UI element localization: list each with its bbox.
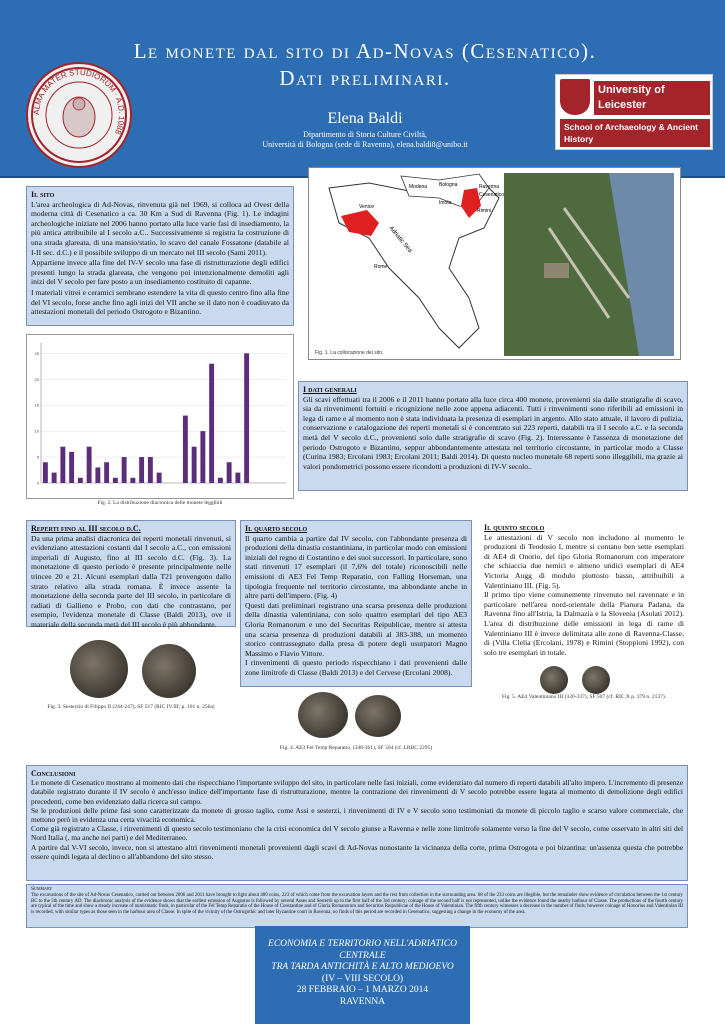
chart-bar bbox=[69, 452, 74, 483]
chart-bar bbox=[139, 457, 144, 483]
map-label-venice: Venice bbox=[359, 204, 375, 210]
footer-line-5: 28 FEBBRAIO – 1 MARZO 2014 bbox=[296, 985, 429, 996]
conclusioni-paragraph-1: Le monete di Cesenatico mostrano al momento dati che rispecchiano l'importante sviluppo del sito, in particolare nelle fasi iniziali, come evidenziato dal numero di reperti databili all'alto impero. L'incremento di presenze databile registrato durante il IV secolo è anch'esso indice dell'importante fase di ristrutturazione, mentre la contrazione dei rinvenimenti di V secolo potrebbe essere legata al momento di demolizione degli edifici precedenti, come ben evidenziato dalla ricerca sul campo. bbox=[31, 778, 683, 806]
map-label-rome: Rome bbox=[374, 264, 388, 270]
map-label-modena: Modena bbox=[409, 184, 428, 190]
dati-heading: I dati generali bbox=[303, 385, 357, 394]
chart-bar bbox=[227, 462, 232, 483]
chart-bar bbox=[78, 478, 83, 483]
fig3-caption: Fig. 3. Sesterzio di Filippo II (244-247), SF 517 (RIC IV.III, p. 101 n. 256a) bbox=[47, 704, 215, 710]
italy-map-svg bbox=[309, 168, 680, 359]
chart-bar bbox=[244, 353, 249, 483]
sito-heading: Il sito bbox=[31, 190, 55, 199]
author-name: Elena Baldi bbox=[327, 110, 403, 127]
chart-bar bbox=[235, 473, 240, 483]
shield-icon bbox=[560, 79, 590, 115]
department: Dipartimento di Storia Culture Civiltà, bbox=[303, 130, 427, 139]
quinto-text-1: Le attestazioni di V secolo non includono al momento le produzioni di Teodosio I, mentre si contano ben sette esemplari di AE4 di Onorio, del tipo Gloria Romanorum con imperatore che schiaccia due nemici e almeno undici esemplari di AE4 Victoria Augg di modulo piuttosto basso, attribuibili a Valentiniano III. (Fig. 5). bbox=[484, 532, 684, 590]
section-quinto-secolo bbox=[480, 520, 688, 660]
quinto-text-2: Il primo tipo viene comunemente rinvenuto nel ravennate e in particolare nell'area nord-orientale della Pianura Padana, da Ravenna fino all'Istria, la Dalmazia e la Slovenia (Asolati 2012). L'area di distribuzione delle emissioni in lega di rame di Valentiniano III è invece delimitata alle zone di Ravenna-Classe, di (Villa Clelia (Ercolani, 1978) e Rimini (Stoppioni 1992), con solo tre esemplari in totale. bbox=[484, 590, 684, 657]
chart-bar bbox=[209, 364, 214, 483]
conclusioni-paragraph-3: Come già registrato a Classe, i rinvenimenti di questo secolo testimoniano che la crisi economica del V secolo giunse a Ravenna e nelle zone limitrofe solamente verso la fine del V secolo, come osservato in altri siti del Nord Italia (, ma anche nei parti) e del Mediterraneo. bbox=[31, 824, 683, 843]
school-name: School of Archaeology & Ancient History bbox=[560, 119, 710, 147]
university-name: University of Leicester bbox=[594, 81, 710, 115]
section-dati-generali bbox=[298, 381, 688, 491]
map-label-cesenatico: Cesenatico bbox=[479, 192, 505, 198]
chart-bar bbox=[157, 473, 162, 483]
chart-bar bbox=[148, 457, 153, 483]
conclusioni-heading: Conclusioni bbox=[31, 769, 76, 778]
map-label-ravenna: Ravenna bbox=[479, 184, 500, 190]
coin-distribution-chart bbox=[27, 335, 293, 498]
conclusioni-paragraph-2: Se le produzioni delle prime fasi sono caratterizzate da monete di grosso taglio, come Assi e sesterzi, i rinvenimenti di IV e V secolo sono testimoniati da monete di piccolo taglio e scarso valore commerciale, che mettono però in evidenza una certa vivacità economica. bbox=[31, 805, 683, 825]
map-label-imola: Imola bbox=[439, 200, 452, 206]
section-il-sito bbox=[26, 186, 294, 326]
section-conclusioni bbox=[26, 765, 688, 881]
section-summary bbox=[26, 884, 688, 928]
quinto-heading: Il quinto secolo bbox=[484, 523, 545, 532]
dati-text: Gli scavi effettuati tra il 2006 e il 2011 hanno portato alla luce circa 400 monete, provenienti sia dalle stratigrafie di scavo, sia da rinvenimenti fortuiti e ricognizione nelle zone appena adiacenti. Tutti i rinvenimenti sono riferibili ad emissioni in lega di rame e al momento non è stata individuata la presenza di esemplari in argento. Allo stato attuale, il lavoro di pulizia, conservazione e catalogazione dei reperti monetali si è concentrato sui 223 reperti, databili tra il I secolo a.C. e la seconda metà del V secolo d.C., provenienti solo dalle stratigrafie di scavo (Fig. 2). Interessante è l'assenza di monetazione del periodo Ostrogoto e Bizantino, seppur abbondantemente attestata nel territorio circostante, in particolar modo a Classe (Curina 1983; Ercolani 1983; Ercolani 2011; Baldi 2014). Di questo nucleo monetale 68 reperti sono illeggibili, ma grazie ai valori pondometrici possono essere ricondotti a produzioni di IV-V secolo.. bbox=[303, 394, 683, 471]
chart-bar bbox=[122, 457, 127, 483]
chart-bar bbox=[200, 431, 205, 483]
chart-bar bbox=[130, 478, 135, 483]
footer-line-6: RAVENNA bbox=[339, 996, 386, 1007]
chart-y-tick-label: 15 bbox=[34, 402, 39, 408]
conference-footer bbox=[255, 926, 470, 1024]
chart-bar bbox=[52, 473, 57, 483]
conclusioni-paragraph-4: A partire dal V-VI secolo, invece, non si attestano altri rinvenimenti monetali provenienti dagli scavi di Ad-Novas nonostante la vicinanza della corte, prima Ostrogota e poi bizantina: un'assenza questa che potrebbe essere quindi legata al declino o all'abbandono del sito stesso. bbox=[31, 842, 683, 861]
title-line-1: Le monete dal sito di Ad-Novas (Cesenatico). bbox=[133, 39, 597, 63]
reperti-heading: Reperti fino al III secolo d.C. bbox=[31, 524, 141, 533]
map-caption: Fig. 1. La collocazione del sito. bbox=[315, 350, 384, 356]
chart-y-tick-label: 20 bbox=[34, 376, 39, 382]
chart-bar bbox=[104, 462, 109, 483]
sito-paragraph-3: I materiali vitrei e ceramici sembrano estendere la vita di questo centro fino alla fine del VI secolo, forse anche fino agli inizi del VII anche se il dato non è coadiuvato da attestazioni monetali del periodo Ostrogoto e Bizantino. bbox=[31, 287, 289, 317]
chart-bar bbox=[95, 467, 100, 483]
coin-image-sesterzio bbox=[70, 640, 128, 698]
university-email: Università di Bologna (sede di Ravenna), elena.baldi8@unibo.it bbox=[262, 140, 468, 149]
chart-y-tick-label: 25 bbox=[34, 350, 39, 356]
chart-bar bbox=[87, 447, 92, 483]
quarto-text-1: Il quarto cambia a partire dal IV secolo, con l'abbondante presenza di produzioni della dinastia costantiniana, in particolar modo con emissioni iniziali del regno di Costantino e dei suoi successori. In particolare, sono stati rinvenuti 17 esemplari (il 7,6% del totale) riconoscibili nelle emissioni di AE3 Fel Temp Reparatio, con Falling Horseman, una tipologia frequente nel territorio circostante, ma abbondante anche in altre parti dell'impero. (Fig. 4) bbox=[245, 533, 467, 601]
section-reperti bbox=[26, 520, 236, 627]
sito-paragraph-1: L'area archeologica di Ad-Novas, rinvenuta già nel 1969, si colloca ad Ovest della moderna città di Cesenatico a ca. 30 Km a Sud di Ravenna (Fig. 1). Le indagini archeologiche iniziate nel 2006 hanno portato alla luce varie fasi di insediamento, la più antica attribuibile al I secolo a.C.. Successivamente si registra la costruzione di una strada glareata, di una mansio/statio, lo scavo del canale Fossatone (databile al I-II sec. d.C.) e il possibile sviluppo di un mercato nel III secolo (Sami 2011). bbox=[31, 199, 289, 257]
summary-heading: Summary bbox=[31, 886, 53, 892]
map-label-rimini: Rimini bbox=[477, 208, 491, 214]
section-quarto-secolo bbox=[240, 520, 472, 687]
footer-line-3: TRA TARDA ANTICHITÀ E ALTO MEDIOEVO bbox=[271, 962, 454, 973]
chart-y-tick-label: 0 bbox=[36, 480, 39, 486]
coin-image-fel-temp-reverse bbox=[355, 695, 401, 737]
reperti-text: Da una prima analisi diacronica dei reperti monetali rinvenuti, si evidenziano attestazioni costanti dal I secolo a.C., con emissioni imperiali di Augusto, fino al III secolo d.C. (Fig. 3). La monetazione di questo periodo è presente principalmente nelle trincee 20 e 21. Alcuni esemplari dalla T21 provengono dallo strato relativo alla strada romana. È invece assente la monetazione della seconda parte del III secolo, in particolare di radiati di Gallieno e Probo, con dati che contrastano, per esempio, l'evidenza monetale di Classe (Baldi 2013), ove il materiale della seconda metà del III secolo è più abbondante. bbox=[31, 533, 231, 629]
chart-y-tick-label: 5 bbox=[36, 454, 39, 460]
map-label-bologna: Bologna bbox=[439, 182, 458, 188]
coin-image-valentiniano-reverse bbox=[582, 666, 610, 694]
quarto-text-2: Questi dati preliminari registrano una scarsa presenza delle produzioni della dinastia valentiniana, con solo quattro esemplari del tipo AE3 Gloria Romanorum e uno del Securitas Reipublicae, mentre si attesta una scarsa presenza di produzioni databili al 383-388, un momento storico contrassegnato dalla presa di potere degli usurpatori Magno Massimo e Flavio Vittore. bbox=[245, 600, 467, 658]
chart-bar bbox=[183, 416, 188, 483]
chart-bar bbox=[218, 478, 223, 483]
fig5-caption: Fig. 5. AE4 Valentiniano III (330-337), SF 507 (cf. RIC X p. 379 n. 2137). bbox=[501, 694, 667, 700]
footer-line-4: (IV – VIII SECOLO) bbox=[321, 973, 404, 984]
footer-line-2: CENTRALE bbox=[339, 950, 386, 961]
chart-bar bbox=[60, 447, 65, 483]
title-line-2: Dati preliminari. bbox=[279, 66, 451, 90]
quarto-heading: Il quarto secolo bbox=[245, 524, 308, 533]
seal-text: ALMA MATER STUDIORUM · A.D. 1088 bbox=[31, 67, 127, 136]
map-label-adriatic: Adriatic Sea bbox=[387, 225, 413, 255]
coin-image-sesterzio-reverse bbox=[142, 644, 196, 698]
chart-bar bbox=[113, 478, 118, 483]
chart-bar bbox=[192, 447, 197, 483]
leicester-logo bbox=[555, 74, 713, 150]
footer-line-1: ECONOMIA E TERRITORIO NELL'ADRIATICO bbox=[268, 939, 457, 949]
sito-paragraph-2: Appartiene invece alla fine del IV-V secolo una fase di ristrutturazione degli edifici presenti lungo la strada glareata, che vengono poi intenzionalmente demoliti agli inizi del V secolo per fare posto a un insediamento costituito di capanne. bbox=[31, 258, 289, 287]
chart-container bbox=[26, 334, 294, 499]
site-location-map bbox=[308, 167, 681, 360]
fig4-caption: Fig. 4. AE3 Fel Temp Reparatio, (348-361), SF 504 (cf. LRBC 2295) bbox=[279, 745, 433, 751]
chart-y-tick-label: 10 bbox=[34, 428, 39, 434]
quarto-text-3: I rinvenimenti di questo periodo rispecchiano i dati provenienti dalle zone limitrofe di Classe (Baldi 2013) e del Cervese (Ercolani 2008). bbox=[245, 658, 467, 677]
summary-text: The excavations of the site of Ad-Novas Cesenatico, carried out between 2006 and 2011 have brought to light about 400 coins, 223 of which come from the excavation layers and the rest from collection in the surrounding area. 68 of the 233 coins are illegible, but the remainder show evidence of circulation between the 1st century BC to the 5th century AD. The diachronic analysis of the evidence shows that the earliest emission of Augustus is followed by several Asses and Sestertii up to the first half of the 3rd century; coinage of the second half is not represented, unlike the evidence found the nearby harbour of Classe. The productions of the fourth century are typical of the time and show a steady increase of numismatic finds, in particular of the Fel Temp Reparatio of the House of Constantine and of Gloria Romanorum and Securitas Reipublicae of the House of Valentinian. The fifth century witnesses a decrease in the number of finds; however coinage of Honorius and Valentinian III is recorded, with similar types as those seen in the harbour area of Classe. In spite of the vicinity of the Ostrogothic and later Byzantine court in Ravenna, no finds of this period are recorded in Cesenatico, suggesting a change in the economy of the area. bbox=[31, 892, 684, 916]
chart-bar bbox=[43, 462, 48, 483]
chart-caption: Fig. 2. La distribuzione diacronica delle monete leggibili bbox=[97, 500, 223, 506]
coin-image-valentiniano bbox=[540, 666, 568, 694]
coin-image-fel-temp bbox=[298, 692, 348, 738]
